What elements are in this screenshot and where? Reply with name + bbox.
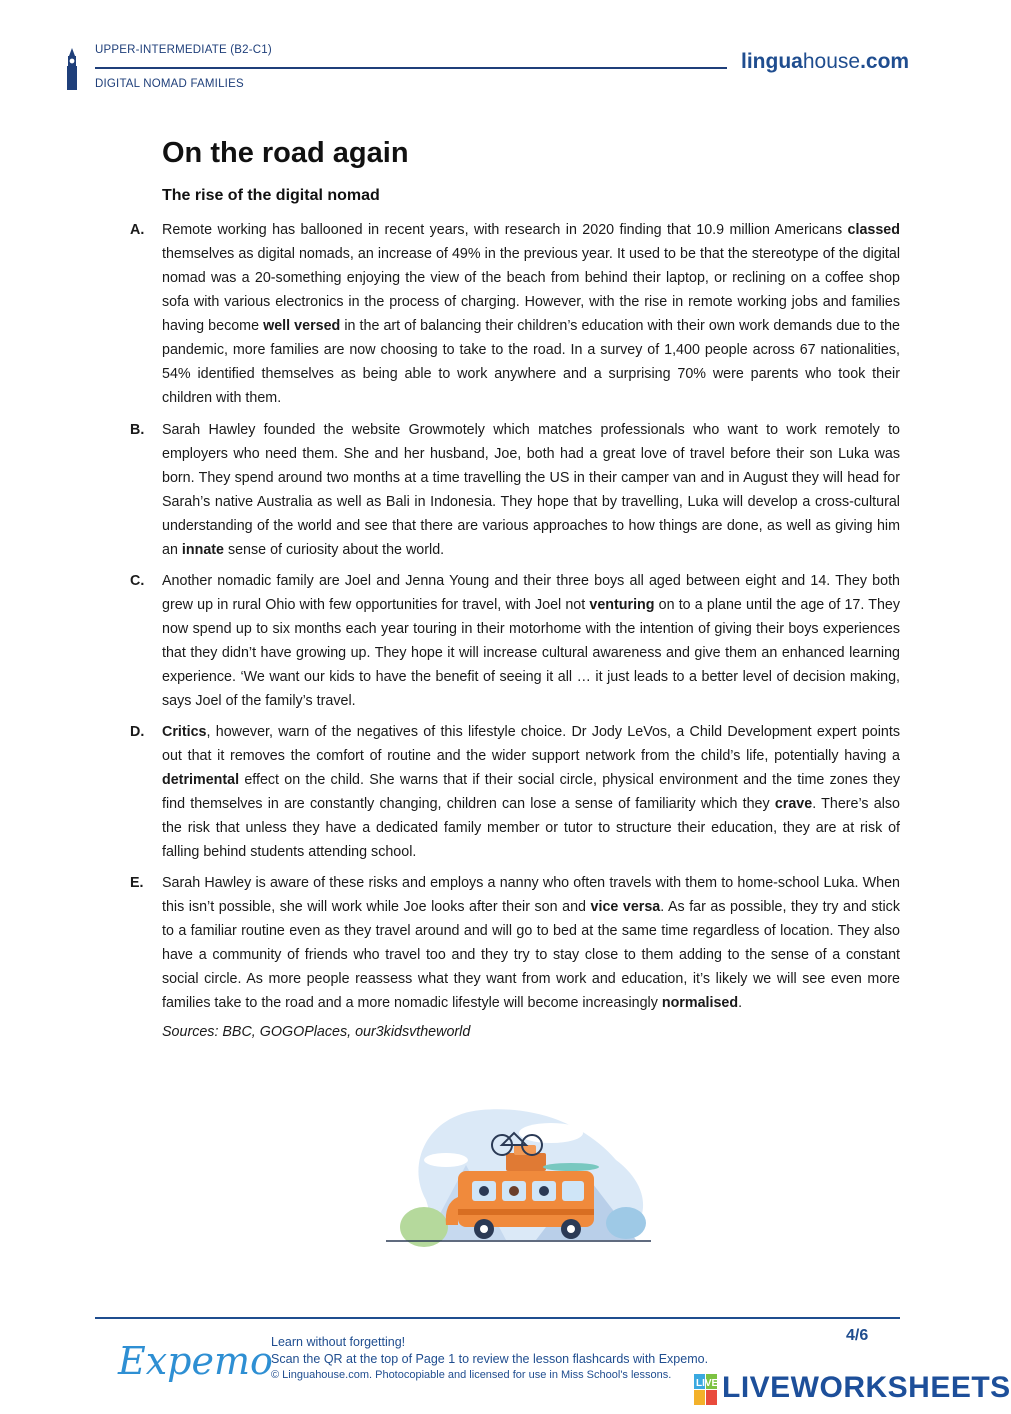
big-ben-icon	[64, 48, 80, 90]
footer-line-1: Learn without forgetting!	[271, 1335, 406, 1349]
footer-divider	[95, 1317, 900, 1319]
vocabulary-keyword: detrimental	[162, 772, 240, 788]
level-label: UPPER-INTERMEDIATE (B2-C1)	[95, 44, 272, 56]
paragraph-letter: E.	[130, 875, 144, 891]
paragraph-e	[130, 871, 900, 1015]
expemo-logo[interactable]	[118, 1330, 273, 1390]
vocabulary-keyword: normalised	[661, 995, 739, 1011]
paragraph-text: Critics, however, warn of the negatives of this lifestyle choice. Dr Jody LeVos, a Child Development expert points out that it removes the comfort of routine and the wider support network from the child’s life, potentially having a detrimental effect on the child. She warns that if their social circle, physical environment and the time zones they find themselves in are constantly changing, children can lose a sense of familiarity which they crave. There’s also the risk that unless they have a dedicated family member or tutor to structure their education, they are at risk of falling behind students attending school.	[162, 724, 900, 860]
vocabulary-keyword: innate	[181, 542, 224, 558]
paragraph-text: Remote working has ballooned in recent years, with research in 2020 finding that 10.9 million Americans classed themselves as digital nomads, an increase of 49% in the previous year. It used to be that the stereotype of the digital nomad was a 20-something enjoying the view of the beach from behind their laptop, or reclining on a coffee shop sofa with various electronics in the process of charging. However, with the rise in remote working jobs and families having become well versed in the art of balancing their children’s education with their own work demands due to the pandemic, more families are now choosing to take to the road. In a survey of 1,400 people across 67 nationalities, 54% identified themselves as being able to work anywhere and a surprising 70% were parents who took their children with them.	[162, 222, 901, 406]
paragraph-letter: B.	[130, 422, 145, 438]
sources-note: Sources: BBC, GOGOPlaces, our3kidsvtheworld	[162, 1024, 471, 1040]
vocabulary-keyword: Critics	[162, 724, 207, 740]
paragraph-letter: A.	[130, 222, 145, 238]
topic-label: DIGITAL NOMAD FAMILIES	[95, 78, 244, 90]
paragraph-text: Sarah Hawley is aware of these risks and employs a nanny who often travels with them to home-school Luka. When this isn’t possible, she will work while Joe looks after their son and vice versa. As far as possible, they try and stick to a familiar routine even as they travel around and will go to bed at the same time regardless of location. They also have a community of friends who travel too and they try to stay close to them adding to the sense of a constant social circle. As more people reassess what they want from work and education, it’s likely we will see even more families take to the road and a more nomadic lifestyle will become increasingly normalised.	[162, 875, 900, 1011]
vocabulary-keyword: well versed	[263, 318, 341, 334]
liveworksheets-logo[interactable]: LIVEWORKSHEETS	[722, 1371, 1011, 1404]
article-subtitle: The rise of the digital nomad	[162, 187, 380, 204]
paragraph-b	[130, 418, 900, 562]
camper-van-illustration	[386, 1105, 656, 1245]
vocabulary-keyword: vice versa	[590, 899, 661, 915]
article-title: On the road again	[162, 137, 409, 169]
svg-text:Expemo: Expemo	[118, 1339, 273, 1383]
footer-message	[271, 1334, 708, 1384]
paragraph-a	[130, 218, 900, 410]
vocabulary-keyword: venturing	[589, 597, 655, 613]
paragraph-text: Another nomadic family are Joel and Jenna Young and their three boys all aged between eight and 14. They both grew up in rural Ohio with few opportunities for travel, with Joel not venturing on to a plane until the age of 17. They now spend up to six months each year touring in their motorhome with the intention of giving their boys experiences that they didn’t have growing up. They hope it will increase cultural awareness and give them an enhanced learning experience. ‘We want our kids to have the benefit of seeing it all … it just leads to a better level of decision making, says Joel of the family’s travel.	[162, 573, 900, 709]
page-number: 4/6	[846, 1327, 869, 1344]
footer-line-2: Scan the QR at the top of Page 1 to review the lesson flashcards with Expemo.	[271, 1351, 709, 1366]
footer-copyright: © Linguahouse.com. Photocopiable and licensed for use in Miss School's lessons.	[271, 1369, 672, 1381]
linguahouse-logo[interactable]: linguahouse.com	[741, 50, 910, 73]
vocabulary-keyword: crave	[774, 796, 813, 812]
paragraph-text: Sarah Hawley founded the website Growmotely which matches professionals who want to work remotely to employers who need them. She and her husband, Joe, both had a great love of travel before their son Luka was born. They spend around two months at a time travelling the US in their camper van and in August they will head for Sarah’s native Australia as well as Bali in Indonesia. They hope that by travelling, Luka will develop a cross-cultural understanding of the world and see that there are various approaches to how things are done, as well as giving him an innate sense of curiosity about the world.	[162, 422, 900, 558]
paragraph-c	[130, 569, 900, 713]
svg-text:LIVE: LIVE	[696, 1378, 719, 1389]
vocabulary-keyword: classed	[847, 222, 900, 238]
paragraph-letter: D.	[130, 724, 145, 740]
paragraph-letter: C.	[130, 573, 145, 589]
header-divider	[95, 67, 727, 69]
paragraph-d	[130, 720, 900, 864]
liveworksheets-badge-icon	[694, 1374, 718, 1406]
